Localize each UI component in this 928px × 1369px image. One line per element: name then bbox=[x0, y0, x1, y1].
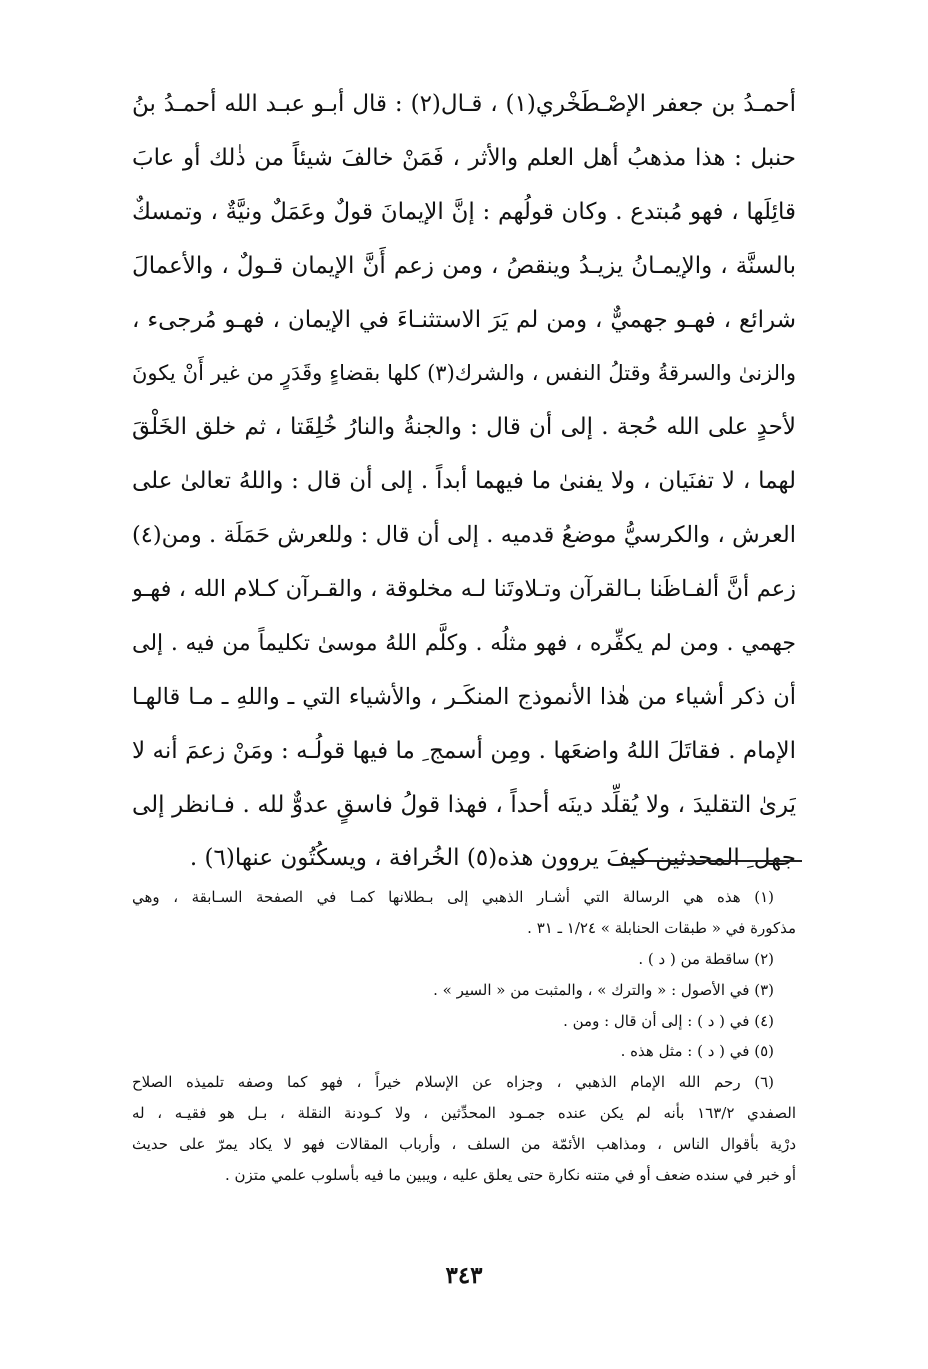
footnote-line: (٣) في الأصول : « والترك » ، والمثبت من « السير » . bbox=[433, 980, 774, 999]
text-line: جهل ِ المحدثين كيفَ يروون هذه(٥) الخُرافة ، ويسكُتُون عنها(٦) . bbox=[189, 845, 796, 872]
text-line: والزنىٰ والسرقةُ وقتلُ النفس ، والشرك(٣) كلها بقضاءٍ وقَدَرٍ من غير أَنْ يكونَ bbox=[132, 361, 796, 386]
footnotes bbox=[132, 882, 796, 1191]
footnote-line: أو خبر في سنده ضعف أو في متنه نكارة حتى يعلق عليه ، ويبين ما فيه بأسلوب علمي متزن . bbox=[224, 1166, 796, 1185]
footnote-separator bbox=[630, 860, 802, 862]
text-line: يَرىٰ التقليدَ ، ولا يُقلِّد دينَه أحداً ، فهذا قولُ فاسقٍ عدوٌّ لله . فـانظر إلى bbox=[132, 791, 796, 818]
text-line: الإمام . فقاتَلَ اللهُ واضعَها . ومِن أسمج ِ ما فيها قولُـه : ومَنْ زعمَ أنه لا bbox=[132, 737, 796, 764]
text-line: زعم أنَّ ألفـاظَنا بـالقرآن وتـلاوتَنا لـه مخلوقة ، والقـرآن كـلام الله ، فهـو bbox=[132, 576, 796, 603]
footnote-line: مذكورة في « طبقات الحنابلة » ١/٢٤ ـ ٣١ . bbox=[527, 918, 796, 937]
footnote-line: الصفدي ١٦٣/٢ بأنه لم يكن عنده جمـود المحدِّثين ، ولا كـودنة النقلة ، بـل هو فقيـه ، له bbox=[132, 1104, 796, 1123]
text-line: لأحدٍ على الله حُجة . إلى أن قال : والجنةُ والنارُ خُلِقَتا ، ثم خلق الخَلْقَ bbox=[132, 414, 796, 441]
text-line: أن ذكر أشياء من هٰذا الأنموذج المنكَـر ، والأشياء التي ـ واللهِ ـ مـا قالهـا bbox=[132, 683, 796, 710]
footnote-line: (٤) في ( د ) : إلى أن قال : ومن . bbox=[563, 1011, 774, 1030]
text-line: العرش ، والكرسيُّ موضعُ قدميه . إلى أن قال : وللعرش حَمَلَة . ومن(٤) bbox=[132, 522, 796, 549]
footnote-line: (٢) ساقطة من ( د ) . bbox=[638, 949, 774, 968]
text-line: قائِلَها ، فهو مُبتدع . وكان قولُهم : إنَّ الإيمانَ قولٌ وعَمَلٌ ونيَّةٌ ، وتمسكٌ bbox=[132, 198, 796, 225]
footnote-line: (٥) في ( د ) : مثل هذه . bbox=[620, 1042, 774, 1061]
page-number: ٣٤٣ bbox=[445, 1262, 483, 1289]
text-line: حنبل : هذا مذهبُ أهل العلم والأثر ، فَمَنْ خالفَ شيئاً من ذٰلك أو عابَ bbox=[132, 144, 796, 171]
text-line: بالسنَّة ، والإيمـانُ يزيـدُ وينقصُ ، ومن زعم أَنَّ الإيمان قـولٌ ، والأعمالَ bbox=[132, 252, 796, 279]
text-line: أحمـدُ بن جعفر الإصْـطَخْري(١) ، قـال(٢) : قال أبـو عبـد الله أحمـدُ بنُ bbox=[132, 91, 796, 117]
main-text bbox=[132, 78, 796, 886]
footnote-line: (٦) رحم الله الإمام الذهبي ، وجزاه عن الإسلام خيراً ، فهو كما وصفه تلميذه الصلاح bbox=[132, 1073, 774, 1092]
footnote-line: درْية بأقوال الناس ، ومذاهب الأئمّة من السلف ، وأرباب المقالات فهو لا يكاد يمرّ على حديث bbox=[132, 1135, 796, 1154]
text-line: جهمي . ومن لم يكفِّره ، فهو مثلُه . وكلَّم اللهُ موسىٰ تكليماً من فيه . إلى bbox=[132, 630, 796, 656]
text-line: لهما ، لا تفنَيان ، ولا يفنىٰ ما فيهما أبداً . إلى أن قال : واللهُ تعالىٰ على bbox=[132, 468, 796, 495]
footnote-line: (١) هذه هي الرسالة التي أشـار الذهبي إلى بـطلانها كمـا في الصفحة السـابقة ، وهي bbox=[132, 888, 774, 906]
text-line: شرائع ، فهـو جهميٌّ ، ومن لم يَرَ الاستثنـاءَ في الإيمان ، فهـو مُرجىء ، bbox=[132, 306, 796, 333]
